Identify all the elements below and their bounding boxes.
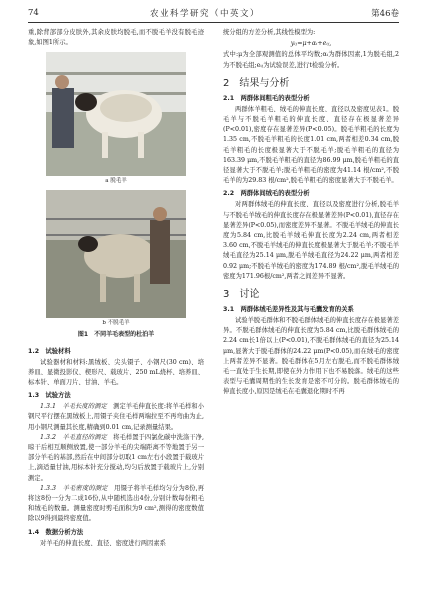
materials-paragraph: 试验器材和材料:黑绒板、尖头镊子、小钢尺(30 cm)、培养皿、显微投影仪、楔形尺、载玻片、250 mL烧杯、培养皿、标本针、单面刀片、甘油、羊毛。 <box>28 358 204 387</box>
diameter-method-paragraph: 将毛样置于四氯化碳中洗涤干净,晾干后相互顺侧放置,使一部分羊毛的尖端距离不等地置于另一部分羊毛的基部,然后在中间部分切取1 cm左右小段置于载玻片上,滴适量甘油,用标本针充分搅动,均匀后放置于载玻片上,分别测定。 <box>28 433 204 482</box>
section-1-2-heading: 1.2 试验材料 <box>28 347 71 355</box>
section-2-1-heading: 2.1 两群体间粗毛的表型分析 <box>223 94 310 102</box>
section-1-3-3-label: 1.3.3 羊毛密度的测定 <box>40 484 108 492</box>
section-1-3-2-label: 1.3.2 羊毛直径的测定 <box>40 433 107 441</box>
fig-b-caption: b 不脱毛羊 <box>102 320 130 327</box>
journal-title: 农业科学研究（中英文） <box>149 9 260 19</box>
section-2-2-heading: 2.2 两群体间绒毛的表型分析 <box>223 190 310 198</box>
model-explanation: 式中:μ为全部观测值的总体平均数;αᵢ为群体因素,1为脱毛组,2为不脱毛组;eᵢⱼ为试验误差,进行t检验分析。 <box>223 51 399 69</box>
volume-label: 第46卷 <box>371 9 399 19</box>
page-number: 74 <box>28 8 39 18</box>
length-method-paragraph: 测定羊毛伸直长度:将羊毛样和小钢尺平行摆在黑绒板上,用镊子夹住毛样两端拉至不再弯曲为止,用小钢尺测量其长度,精确到0.01 cm,记录测量结果。 <box>28 403 204 431</box>
photo-nonshedding-sheep <box>46 190 186 318</box>
section-1-4-heading: 1.4 数据分析方法 <box>28 528 84 536</box>
figure-caption: 图1 不同羊毛表型的杜泊羊 <box>77 331 155 339</box>
section-2-heading: 2 结果与分析 <box>223 77 290 89</box>
header-rule <box>28 22 399 23</box>
left-column <box>28 28 204 549</box>
analysis-paragraph: 对羊毛的伸直长度、直径、密度进行两因素系 <box>40 539 166 547</box>
density-method-paragraph: 用镊子将羊毛样均匀分为8份,再将这8份一分为二成16份,从中随机选出4份,分别计数每份粗毛和绒毛的数量。测量密度时剪毛面积为9 cm²,测得的密度数值除以9得到最终密度值。 <box>28 484 205 523</box>
down-wool-paragraph: 对两群体绒毛的伸直长度、直径以及密度进行分析,脱毛羊与不脱毛羊绒毛的伸直长度存在极显著差异(P<0.01),直径存在显著差异(P<0.05),而密度差异不显著。不脱毛羊绒毛的伸直长度为5.84 cm,比脱毛羊绒毛伸直长度为2.24 cm,两者相差3.60 cm,不脱毛羊绒毛的伸直长度极显著大于脱毛羊;不脱毛羊绒毛直径为25.14 μm,脱毛羊绒毛直径为24.22 μm,两者相差0.92 μm;不脱毛羊绒毛的密度为174.89 根/cm²,脱毛羊绒毛的密度为171.96根/cm²,两者之间差异不显著。 <box>223 201 399 280</box>
fig-a-caption: a 脱毛羊 <box>105 178 127 185</box>
linear-model-formula: yᵢⱼ=μ+αᵢ+eᵢⱼ, <box>290 40 332 48</box>
section-1-3-heading: 1.3 试验方法 <box>28 392 71 400</box>
discussion-paragraph: 试验羊脱毛群体和不脱毛群体绒毛的伸直长度存在极显著差异。不脱毛群体绒毛的伸直长度为5.84 cm,比脱毛群体绒毛的2.24 cm长1倍以上(P<0.01),不脱毛群体绒毛的直径为25.14 μm,显著大于脱毛群体的24.22 μm(P<0.05),而在绒毛的密度上两者差异不显著。脱毛群体在5月左右脱毛,而不脱毛群体绒毛一直处于生长期,即使在外力作用下也不易脱落。绒毛的这些表型与毛囊周期性的生长发育是密不可分的。脱毛群体绒毛的伸直长度小,原因是绒毛在毛囊退化期时不再 <box>223 317 399 396</box>
section-1-3-1-label: 1.3.1 羊毛长度的测定 <box>40 403 107 411</box>
section-3-1-heading: 3.1 两群体绒毛差异性及其与毛囊发育的关系 <box>223 306 354 314</box>
page-header <box>28 6 399 20</box>
stat-paragraph: 统分组的方差分析,其线性模型为: <box>223 29 316 36</box>
right-column <box>223 28 399 398</box>
intro-paragraph: 重,除背部部分皮肤外,其余皮肤均脱毛,而不脱毛羊没有脱毛迹象,如图1所示。 <box>28 29 204 47</box>
photo-shedding-sheep <box>46 52 186 176</box>
section-3-heading: 3 讨论 <box>223 289 260 301</box>
coarse-wool-paragraph: 两群体羊粗毛、绒毛的伸直长度、直径以及密度见表1。脱毛羊与不脱毛羊粗毛的伸直长度、直径存在极显著差异(P<0.01),密度存在显著差异(P<0.05)。脱毛羊粗毛的长度为1.35 cm,不脱毛羊粗毛的长度1.01 cm,两者相差0.34 cm,脱毛羊粗毛的长度极显著大于不脱毛羊;脱毛羊粗毛的直径为163.39 μm,不脱毛羊粗毛的直径为86.99 μm,脱毛羊粗毛的直径显著大于不脱毛羊;脱毛羊粗毛的密度为41.14 根/cm²,不脱毛羊的为29.83 根/cm²,脱毛羊粗毛的密度显著大于不脱毛羊。 <box>223 105 399 185</box>
